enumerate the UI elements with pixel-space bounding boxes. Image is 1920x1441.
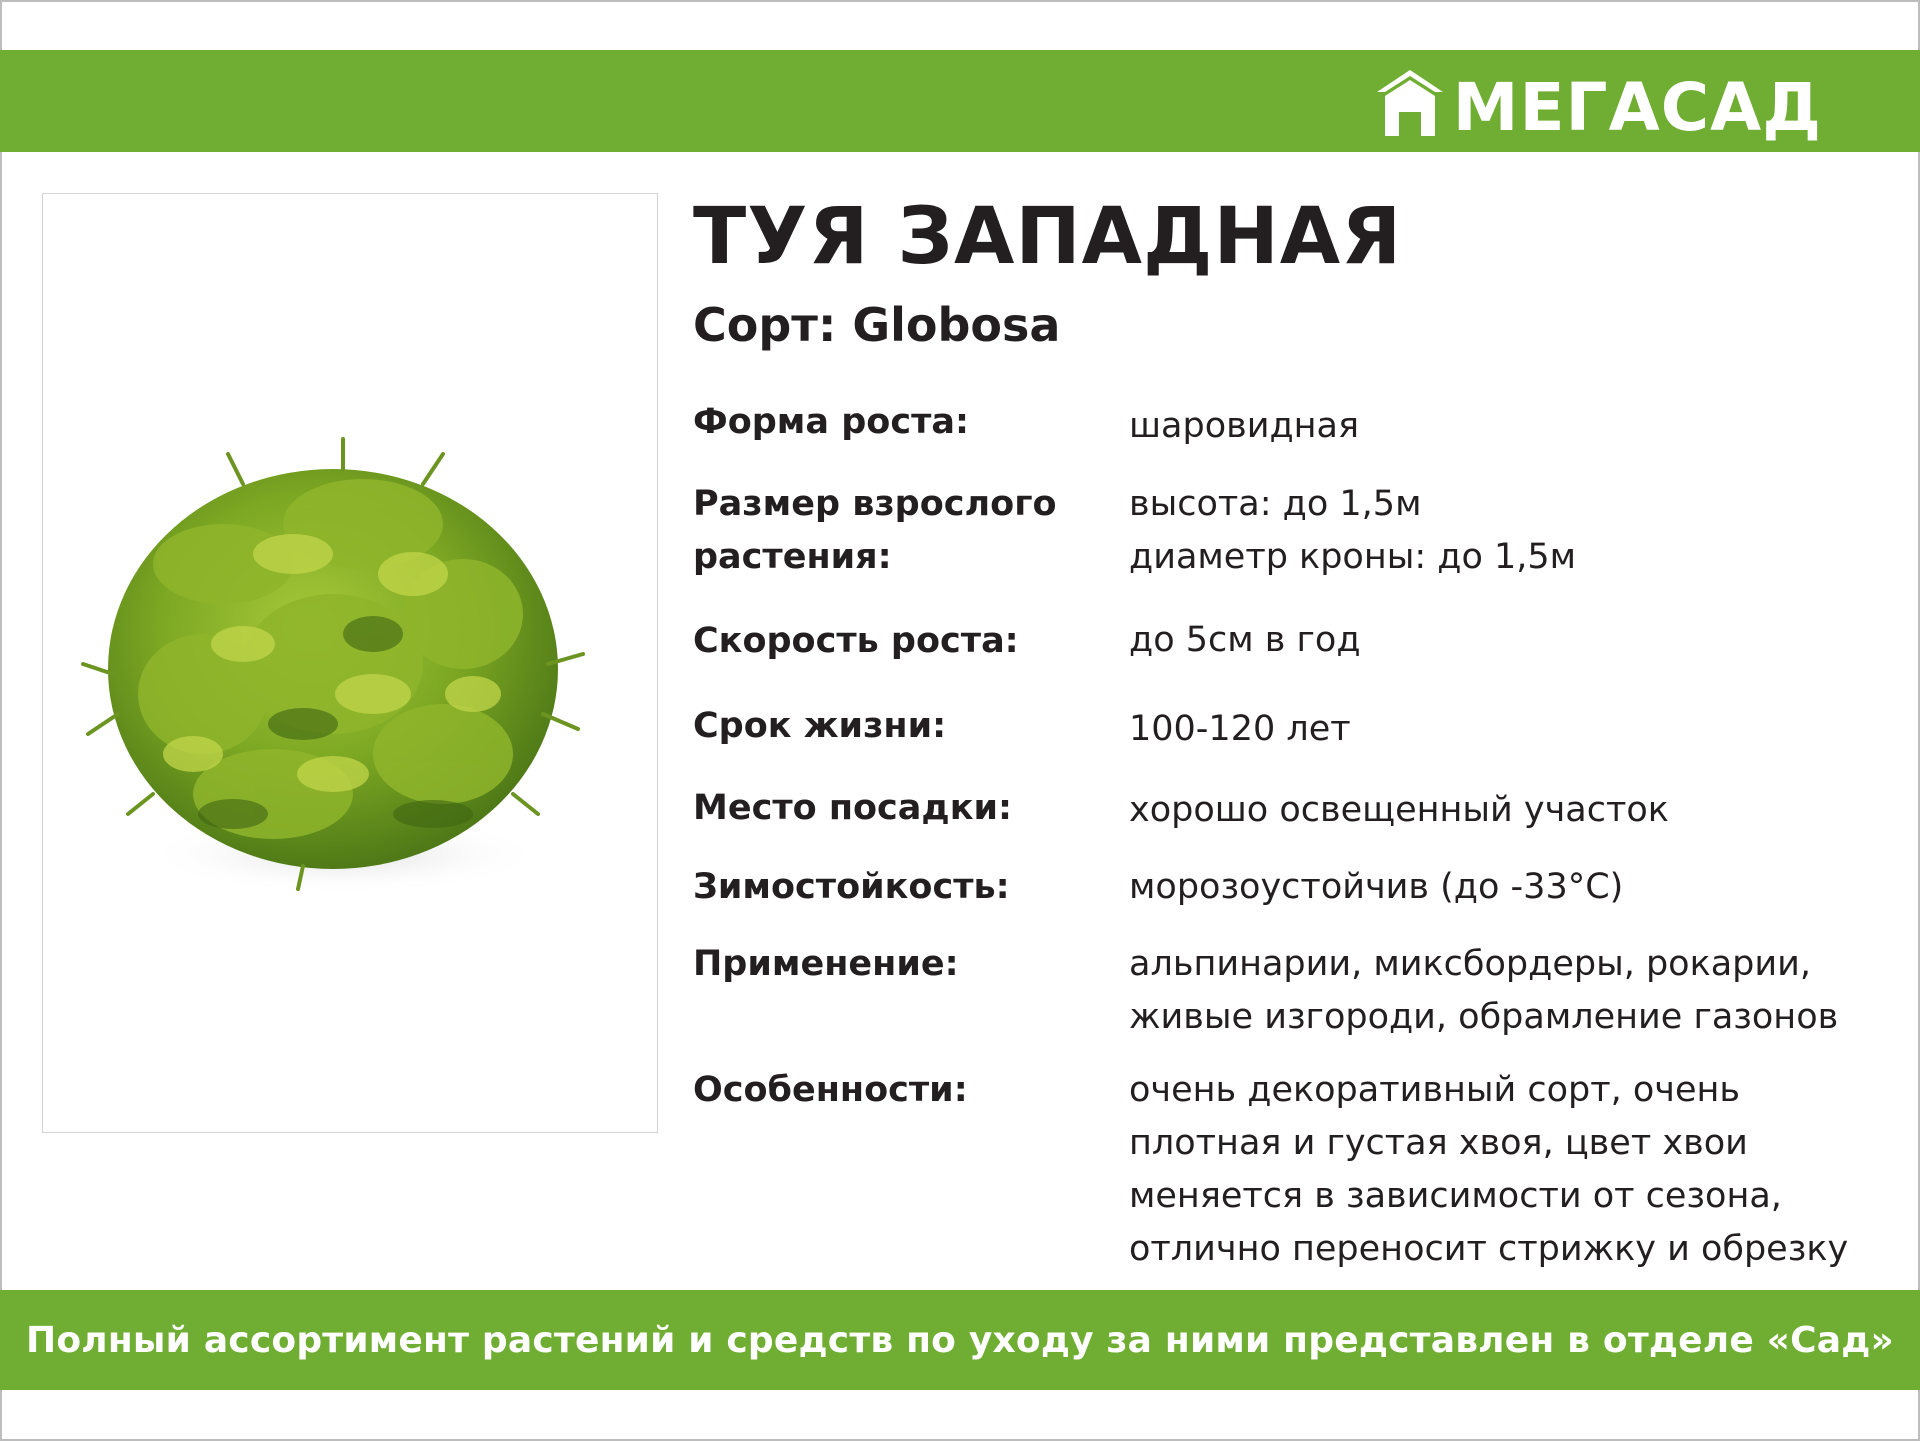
spec-label-planting-site: Место посадки:: [693, 788, 1012, 828]
spec-label-usage: Применение:: [693, 944, 959, 984]
spec-value-form: шаровидная: [1129, 406, 1360, 446]
thuja-shrub-photo: [43, 194, 657, 1132]
plant-variety: Сорт: Globosa: [693, 298, 1061, 352]
brand-logo: [1373, 62, 1822, 146]
house-icon: [1373, 66, 1447, 138]
spec-value-planting-site: хорошо освещенный участок: [1129, 790, 1669, 830]
spec-value-usage: альпинарии, миксбордеры, рокарии, живые изгороди, обрамление газонов: [1129, 944, 1839, 1037]
footer-text: Полный ассортимент растений и средств по уходу за ними представлен в отделе «Сад»: [26, 1319, 1894, 1361]
spec-label-features: Особенности:: [693, 1070, 968, 1110]
spec-label-growth-rate: Скорость роста:: [693, 621, 1019, 661]
product-photo: [42, 193, 658, 1133]
spec-label-size: Размер взрослого растения:: [693, 484, 1057, 577]
spec-value-growth-rate: до 5см в год: [1129, 620, 1361, 660]
spec-label-form: Форма роста:: [693, 402, 969, 442]
plant-title: ТУЯ ЗАПАДНАЯ: [693, 192, 1403, 282]
spec-label-lifespan: Срок жизни:: [693, 706, 947, 746]
spec-value-features: очень декоративный сорт, очень плотная и густая хвоя, цвет хвои меняется в зависимости от сезона, отлично переносит стрижку и обрезку: [1129, 1070, 1849, 1269]
spec-value-size: высота: до 1,5м диаметр кроны: до 1,5м: [1129, 484, 1577, 577]
brand-name: МЕГАСАД: [1452, 69, 1822, 146]
spec-value-lifespan: 100-120 лет: [1129, 709, 1351, 749]
spec-label-hardiness: Зимостойкость:: [693, 867, 1010, 907]
footer-band: [0, 1290, 1920, 1390]
spec-value-hardiness: морозоустойчив (до -33°С): [1129, 867, 1624, 907]
header-band: [0, 50, 1920, 152]
